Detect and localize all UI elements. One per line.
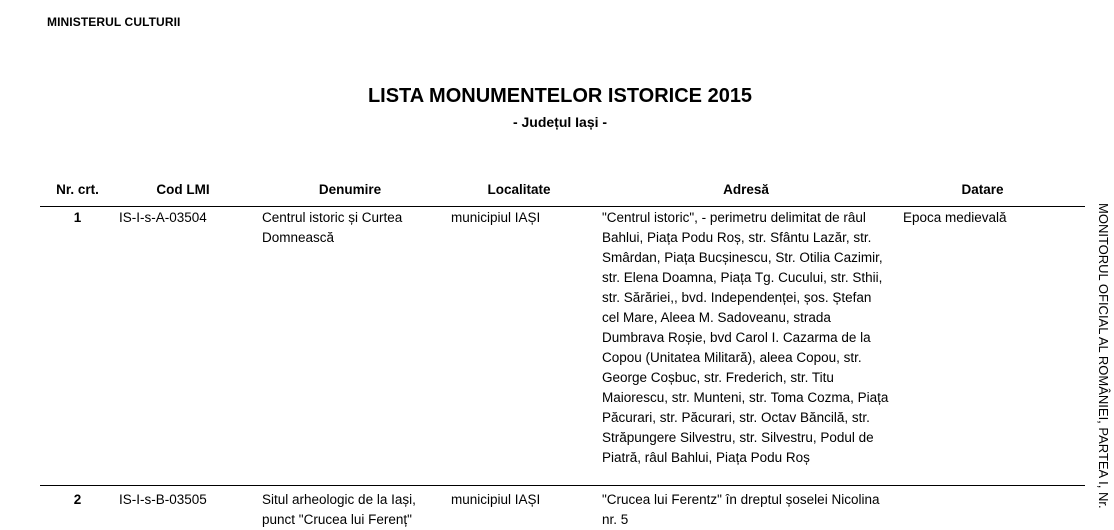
column-header-cod: Cod LMI (156, 182, 210, 197)
row-rule (40, 485, 1085, 486)
column-header-nr: Nr. crt. (56, 182, 99, 197)
side-margin (1093, 203, 1113, 523)
document-subtitle: - Județul Iași - (512, 114, 608, 130)
document-title: LISTA MONUMENTELOR ISTORICE 2015 (367, 85, 753, 107)
row-cod: IS-I-s-B-03505 (119, 492, 207, 507)
ministry-name: MINISTERUL CULTURII (47, 15, 181, 29)
row-denumire: Situl arheologic de la Iași, punct "Crucea lui Ferenț" (262, 492, 416, 527)
header-rule (40, 206, 1085, 207)
row-datare: Epoca medievală (903, 210, 1007, 225)
column-header-datare: Datare (961, 182, 1004, 197)
row-localitate: municipiul IAȘI (451, 492, 541, 507)
row-localitate: municipiul IAȘI (451, 210, 541, 225)
row-adresa: "Centrul istoric", - perimetru delimitat de râul Bahlui, Piața Podu Roș, str. Sfântu Lazăr, str. Smârdan, Piața Bucșinescu, Str. Otilia Cazimir, str. Elena Doamna, Piața Tg. Cucului, str. Sthii, str. Sărăriei,, bvd. Independenței, șos. Ștefan cel Mare, Aleea M. Sadoveanu, strada Dumbrava Roșie, bvd Carol I. Cazarma de la Copou (Unitatea Militară), aleea Copou, str. George Coșbuc, str. Frederich, str. Titu Maiorescu, str. Munteni, str. Toma Cozma, Piața Păcurari, str. Păcurari, str. Octav Băncilă, str. Străpungere Silvestru, str. Silvestru, Podul de Piatră, râul Bahlui, Piața Podu Roș (602, 210, 889, 465)
column-header-adresa: Adresă (723, 182, 769, 197)
column-header-denumire: Denumire (318, 182, 382, 197)
row-nr: 2 (73, 492, 82, 507)
row-denumire: Centrul istoric și Curtea Domnească (262, 210, 403, 245)
row-cod: IS-I-s-A-03504 (119, 210, 207, 225)
row-adresa: "Crucea lui Ferentz" în dreptul șoselei Nicolina nr. 5 (602, 492, 880, 527)
row-nr: 1 (73, 210, 82, 225)
side-margin-text: MONITORUL OFICIAL AL ROMÂNIEI, PARTEA I, Nr. (1096, 203, 1111, 509)
column-header-localitate: Localitate (487, 182, 551, 197)
